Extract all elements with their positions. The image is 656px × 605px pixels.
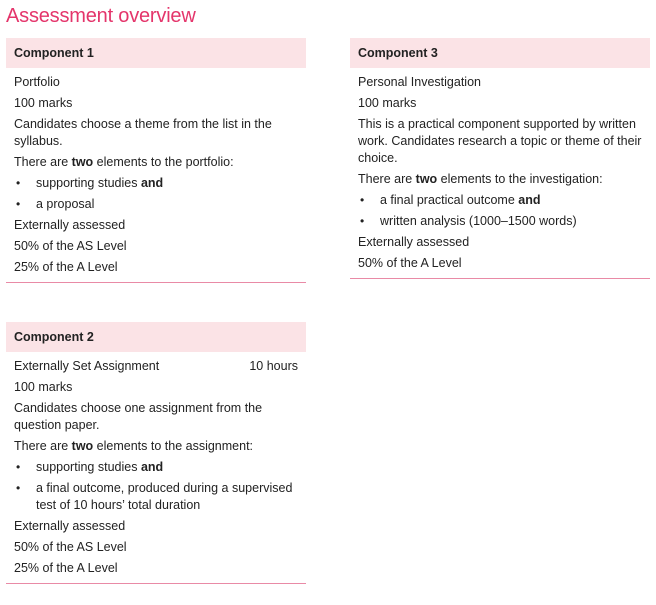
component-3-assessed: Externally assessed [358,235,470,249]
component-3-weight-a: 50% of the A Level [358,256,462,270]
list-item: • written analysis (1000–1500 words) [360,214,577,228]
component-1-marks: 100 marks [14,96,73,110]
component-3-description: This is a practical component supported by written work. Candidates research a topic or theme of their choice. [358,117,642,165]
list-item: • a proposal [16,197,95,211]
component-2-weight-a: 25% of the A Level [14,561,118,575]
component-3-name: Personal Investigation [358,75,481,89]
component-2-weight-as: 50% of the AS Level [14,540,127,554]
list-item: • supporting studies and [16,176,164,190]
bullet-icon: • [16,197,21,211]
list-item: • supporting studies and [16,460,164,474]
component-2-assessed: Externally assessed [14,519,126,533]
component-1-elements-intro: There are two elements to the portfolio: [14,155,234,169]
component-1-card [6,38,306,283]
component-2-marks: 100 marks [14,380,73,394]
list-item: • a final outcome, produced during a supervised test of 10 hours’ total duration [16,481,293,512]
bullet-icon: • [360,214,365,228]
component-3-marks: 100 marks [358,96,417,110]
component-2-card [6,322,306,584]
component-2-bullets [14,459,298,514]
component-2-description: Candidates choose one assignment from the question paper. [14,401,263,432]
list-item: • a final practical outcome and [360,193,541,207]
component-1-name: Portfolio [14,75,60,89]
component-1-description: Candidates choose a theme from the list in the syllabus. [14,117,272,148]
component-2-elements-intro: There are two elements to the assignment: [14,439,254,453]
component-2-header: Component 2 [6,322,306,352]
bullet-icon: • [16,460,21,474]
component-1-bullets [14,175,298,213]
component-1-header: Component 1 [6,38,306,68]
component-3-header: Component 3 [350,38,650,68]
bullet-icon: • [360,193,365,207]
component-1-weight-as: 50% of the AS Level [14,239,127,253]
component-2-title-row [14,358,298,375]
component-3-bullets [358,192,642,230]
component-1-weight-a: 25% of the A Level [14,260,118,274]
bullet-icon: • [16,176,21,190]
component-1-assessed: Externally assessed [14,218,126,232]
component-3-elements-intro: There are two elements to the investigation: [358,172,603,186]
bullet-icon: • [16,481,21,495]
component-2-name: Externally Set Assignment [14,359,160,373]
page-title: Assessment overview [6,5,196,27]
component-3-card [350,38,650,279]
component-2-duration: 10 hours [249,359,298,373]
